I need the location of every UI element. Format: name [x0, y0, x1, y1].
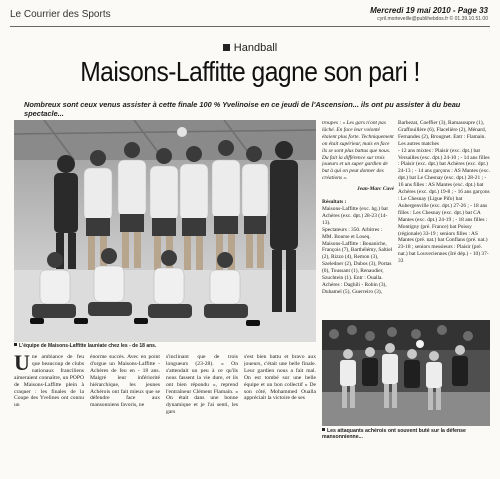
other-matches-text: - 12 ans mixtes : Plaisir (exc. dpt.) bat Versailles (exc. dpt.) 24-10 ; - 14 ans filles : Plaisir (exc. dpt.) bat Achères (exc. dpt.) 24-13 ; - 14 ans garçons : AS Mantes (exc. dpt.) bat Le Chesnay (exc. dpt.) 28-21 ; - 16 ans filles : AS Mantes (exc. dpt.) bat Achères (exc. dpt.) 19-8 ; - 16 ans garçons : Le Chesnay (Ligue Pifo) bat Aubergenville (exc. dpt.) 27-26 ; - 18 ans filles : Les Chesnay (exc. dpt.) bat CA Mantes (exc. dpt.) 24-19 ; - 18 ans filles : Montigny (pré. France) bat Poissy (régionale) 33-19 ; seniors filles : AS Mantes (pré. nat.) bat Conflans (pré. nat.) 23-18 ; seniors messieurs : Plaisir (pré. nat.) bat Louveciennes (Iré dép.) - 10) 37-33 [398, 147, 490, 265]
author-signature: Jean-Marc Cavé [357, 186, 394, 193]
square-bullet-icon [223, 44, 230, 51]
action-photo [322, 320, 490, 426]
header-rule [10, 26, 490, 27]
article-column-3 [166, 354, 238, 476]
article-column-4 [244, 354, 316, 476]
team-photo [14, 120, 316, 342]
publication-name: Le Courrier des Sports [10, 9, 111, 20]
headline: Maisons-Laffitte gagne son pari ! [80, 56, 420, 87]
column-3-text: s'inclinant que de trois longueurs (23-28). « On s'attendait un peu à ce qu'ils nous fassent la vie dure, et ils ont bien répondu », reprend l'entraîneur Clément Flamain. « On était dans une bonne dynamique et je l'ai senti, les gars [166, 354, 238, 416]
right-column-1 [322, 120, 394, 318]
dropcap: U [14, 354, 30, 375]
rubric-label: Handball [233, 42, 278, 54]
right-column-2 [398, 120, 490, 318]
column-4-text: s'est bien battu et bravo aux joueurs, c'était une belle finale. Leur gardien nous a fait mal. On est tombé sur une belle équipe et un bon collectif » De son côté, Mohammed Oualla appréciait la victoire de ses [244, 354, 316, 402]
results-line-2: Spectateurs : 350. Arbitres : MM. Bourse et Loseq. [322, 226, 383, 240]
article-column-2 [90, 354, 160, 476]
date-page: Mercredi 19 mai 2010 - Page 33 [370, 6, 488, 15]
team-photo-caption: L'équipe de Maisons-Laffitte lauréate chez les - de 18 ans. [14, 343, 314, 349]
page-header [370, 6, 488, 22]
results-heading: Résultats : [322, 199, 347, 206]
results-line-4: Achères : Daghili - Robin (3), Duhamel (5), Guerreiro (3), [322, 281, 387, 295]
contact-line: cyril.morteveille@publihebdos.fr © 01.39.10.51.00 [377, 16, 488, 22]
column-1-text: ne ambiance de feu que beaucoup de clubs nationaux franciliens aimeraient connaître, un POPO de Maisons-Laffitte plein à craquer : les finales de la Coupe des Yvelines ont connu un [14, 354, 84, 409]
article-column-1 [14, 354, 84, 476]
results-line-3: Maisons-Laffitte : Bouaniche, François (7), Barthélémy, Saltiel (2), Rizzo (4), Remon (3), Szeledner (2), Dubos (3), Portas (6), Toussant (1), Renaudier, Szuchtein (1). Entr : Oualla. [322, 240, 393, 282]
coach-quote: troupes : « Les gars n'ont pas lâché. En face leur volonté étaient plus forte. Techniquement on était supérieur, mais en face ils se sont plus battus que nous. Du fait la différence sur trois joueurs et un super gardien de but à qui on peut donner des créations ». [322, 120, 394, 182]
subhead: Nombreux sont ceux venus assister à cette finale 100 % Yvelinoise en ce jeudi de l'Ascension... ils ont pu assister à du beau spectacle... [24, 100, 461, 118]
team-photo-graphic [14, 120, 316, 342]
action-photo-caption: Les attaquants achérois ont souvent buté sur la défense mansonnienne... [322, 428, 490, 441]
column-2-text: énorme succès. Avec en point d'orgue un Maisons-Laffitte - Achères de feu en - 18 ans. Malgré leur infériorité hiérarchique, les jeunes Achérois ont fait mieux que se défendre face aux mansonniens favoris, ne [90, 354, 160, 409]
rubric [0, 42, 500, 54]
results-continued: Barbezat, Coeffier (3), Ramasoupre (1), Graffouillère (6), Flacelière (2), Ménard, Fernandes (2), Brougnet. Entr : Flamain. [398, 120, 487, 140]
results-line-1: Maisons-Laffitte (exc. hg.) bat Achères (exc. dpt.) 28-23 (14-13). [322, 205, 388, 226]
action-photo-graphic [322, 320, 490, 426]
other-matches-heading: Les autres matches [398, 140, 440, 147]
